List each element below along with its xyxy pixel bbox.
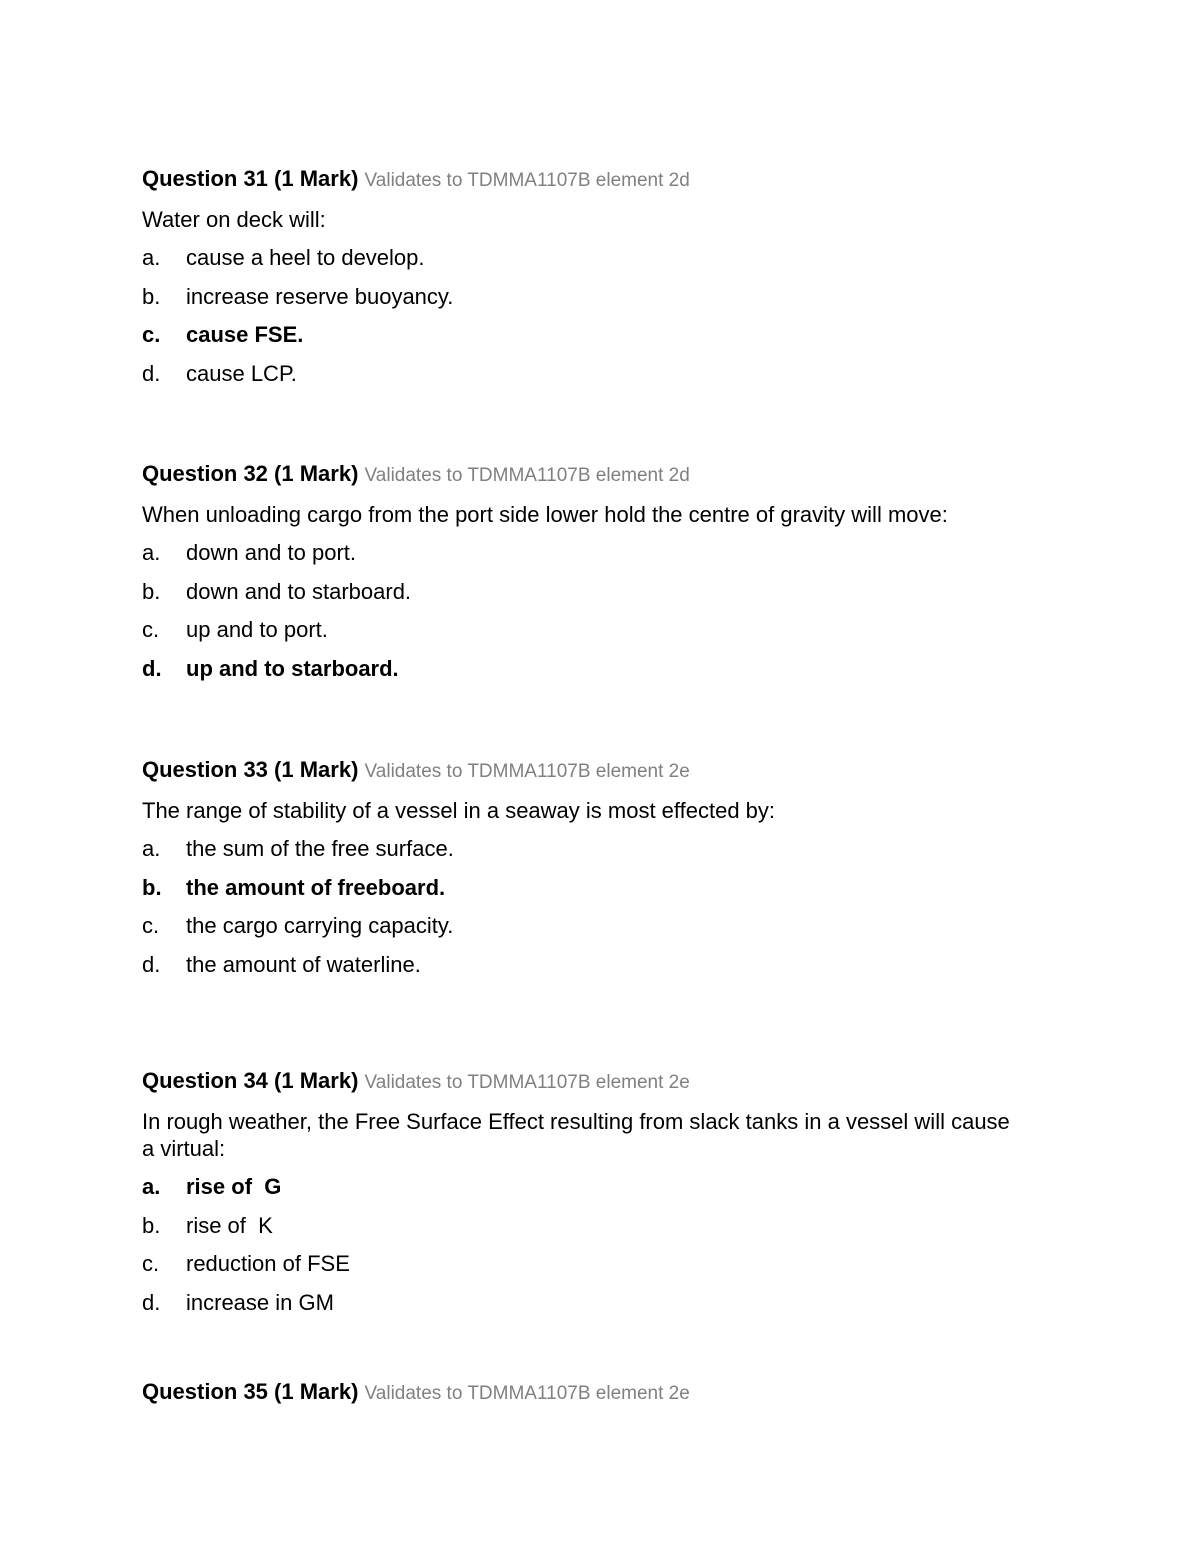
option-text: up and to starboard. [186,655,399,681]
option-letter: a. [142,540,161,565]
option-letter: a. [142,245,161,270]
option-letter: b. [142,283,161,309]
option-text: up and to port. [186,617,328,642]
option-text: the sum of the free surface. [186,836,454,861]
option-text: rise of G [186,1174,282,1199]
option-letter: c. [142,1251,160,1276]
option-letter: d. [142,1289,161,1315]
question-title: Question 32 (1 Mark) [142,461,359,486]
options-list [142,1174,1042,1316]
option-text: reduction of FSE [186,1251,350,1276]
option-text: increase reserve buoyancy. [186,283,454,309]
option-text: the cargo carrying capacity. [186,913,454,938]
question-35 [142,1379,1042,1419]
validates-note: Validates to TDMMA1107B element 2d [364,170,690,191]
question-stem: In rough weather, the Free Surface Effect resulting from slack tanks in a vessel will cause a virtual: [142,1109,1010,1161]
question-heading [142,166,1042,194]
option-b [142,579,1042,605]
option-letter: a. [142,1174,161,1199]
option-text: cause FSE. [186,322,304,347]
option-d [142,1290,1042,1316]
option-d [142,361,1042,387]
option-d-correct [142,656,1042,682]
option-letter: c. [142,913,160,938]
option-letter: b. [142,1212,161,1238]
validates-note: Validates to TDMMA1107B element 2e [364,1072,690,1093]
option-b [142,284,1042,310]
option-text: down and to port. [186,540,357,565]
option-a-correct [142,1174,1042,1200]
option-text: cause LCP. [186,360,297,386]
options-list [142,540,1042,682]
question-stem: The range of stability of a vessel in a seaway is most effected by: [142,798,776,823]
options-list [142,836,1042,978]
question-title: Question 34 (1 Mark) [142,1068,359,1093]
option-a [142,540,1042,566]
option-text: cause a heel to develop. [186,245,425,270]
question-title: Question 35 (1 Mark) [142,1379,359,1404]
question-heading [142,461,1042,489]
validates-note: Validates to TDMMA1107B element 2e [364,1383,690,1404]
question-title: Question 31 (1 Mark) [142,166,359,191]
option-c [142,1251,1042,1277]
option-letter: d. [142,360,161,386]
option-d [142,952,1042,978]
option-b-correct [142,875,1042,901]
option-text: the amount of freeboard. [186,874,446,900]
question-heading [142,1068,1042,1096]
validates-note: Validates to TDMMA1107B element 2e [364,761,690,782]
option-letter: d. [142,655,162,681]
option-text: the amount of waterline. [186,951,421,977]
option-letter: d. [142,951,161,977]
question-32 [142,461,1042,694]
question-31 [142,166,1042,399]
question-stem: Water on deck will: [142,207,326,232]
option-text: rise of K [186,1212,273,1238]
question-stem: When unloading cargo from the port side lower hold the centre of gravity will move: [142,502,948,527]
option-letter: c. [142,617,160,642]
option-text: increase in GM [186,1289,334,1315]
option-letter: b. [142,578,161,604]
option-text: down and to starboard. [186,578,412,604]
validates-note: Validates to TDMMA1107B element 2d [364,465,690,486]
option-letter: b. [142,874,162,900]
options-list [142,245,1042,387]
question-title: Question 33 (1 Mark) [142,757,359,782]
question-heading [142,1379,1042,1407]
option-c [142,617,1042,643]
option-c [142,913,1042,939]
question-33 [142,757,1042,990]
option-a [142,836,1042,862]
option-letter: a. [142,836,161,861]
option-a [142,245,1042,271]
question-heading [142,757,1042,785]
option-letter: c. [142,322,161,347]
option-b [142,1213,1042,1239]
question-34 [142,1068,1042,1328]
option-c-correct [142,322,1042,348]
